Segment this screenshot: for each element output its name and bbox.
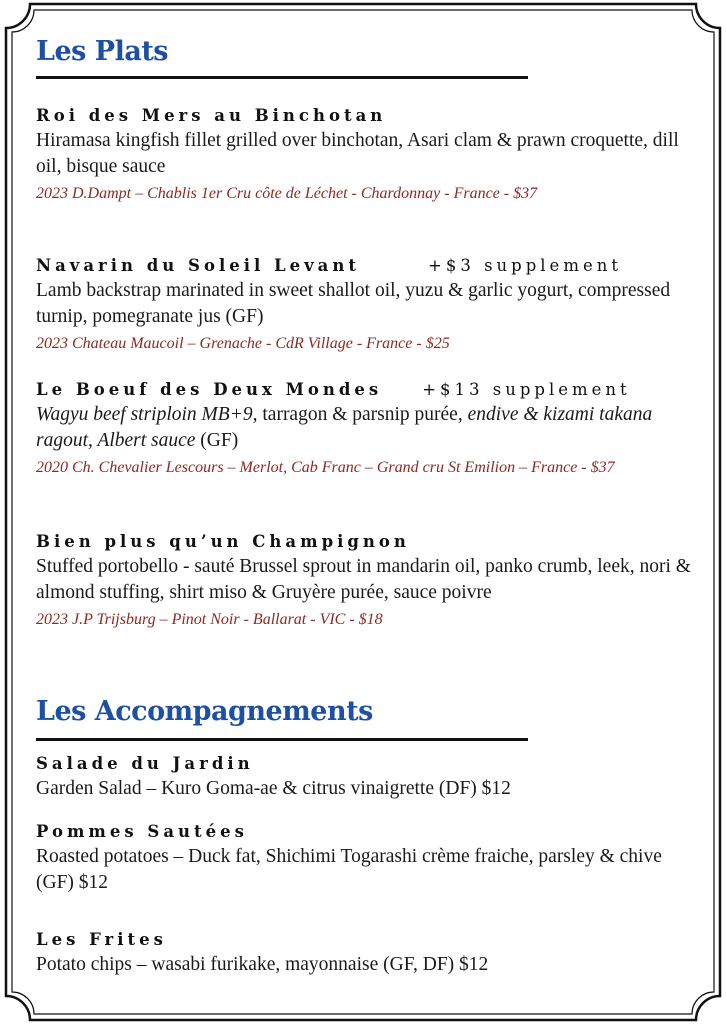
dish-name: Le Boeuf des Deux Mondes <box>36 380 383 399</box>
side-name: Les Frites <box>36 930 167 949</box>
wine-pairing: 2023 J.P Trijsburg – Pinot Noir - Ballarat - VIC - $18 <box>36 611 383 628</box>
dish-description: Lamb backstrap marinated in sweet shallot oil, yuzu & garlic yogurt, compressed turnip, pomegranate jus (GF) <box>36 280 671 327</box>
dish-item <box>36 254 698 356</box>
dish-description: Hiramasa kingfish fillet grilled over binchotan, Asari clam & prawn croquette, dill oil, bisque sauce <box>36 130 679 177</box>
dish-name-row <box>36 378 698 402</box>
dish-description: Stuffed portobello - sauté Brussel sprout in mandarin oil, panko crumb, leek, nori & almond stuffing, shirt miso & Gruyère purée, sauce poivre <box>36 556 691 603</box>
dish-name-row <box>36 254 698 278</box>
dish-name: Navarin du Soleil Levant <box>36 256 360 275</box>
side-description: Potato chips – wasabi furikake, mayonnaise (GF, DF) $12 <box>36 954 489 975</box>
side-name: Salade du Jardin <box>36 754 254 773</box>
supplement-price: +$13 supplement <box>422 380 631 399</box>
section-divider <box>36 76 528 79</box>
description-plain: tarragon & parsnip purée, <box>257 404 463 425</box>
section-title-plats: Les Plats <box>36 36 168 67</box>
side-item <box>36 928 698 978</box>
dish-item <box>36 104 698 206</box>
section-title-accompagnements: Les Accompagnements <box>36 696 373 727</box>
side-item <box>36 752 698 802</box>
dish-item <box>36 530 698 632</box>
side-name: Pommes Sautées <box>36 822 248 841</box>
wine-pairing: 2023 Chateau Maucoil – Grenache - CdR Village - France - $25 <box>36 335 450 352</box>
dish-item <box>36 378 698 480</box>
side-description: Garden Salad – Kuro Goma-ae & citrus vinaigrette (DF) $12 <box>36 778 511 799</box>
description-italic: endive & kizami takana ragout, Albert sauce <box>36 404 653 451</box>
dish-name: Roi des Mers au Binchotan <box>36 106 387 125</box>
description-plain: (GF) <box>195 430 239 451</box>
wine-pairing: 2020 Ch. Chevalier Lescours – Merlot, Cab Franc – Grand cru St Emilion – France - $37 <box>36 459 615 476</box>
section-divider <box>36 738 528 741</box>
side-item <box>36 820 698 896</box>
description-italic: Wagyu beef striploin MB+9, <box>36 404 258 425</box>
dish-name: Bien plus qu’un Champignon <box>36 532 410 551</box>
dish-description <box>36 402 698 454</box>
supplement-price: +$3 supplement <box>428 256 622 275</box>
side-description: Roasted potatoes – Duck fat, Shichimi Togarashi crème fraiche, parsley & chive (GF) $12 <box>36 846 662 893</box>
wine-pairing: 2023 D.Dampt – Chablis 1er Cru côte de Léchet - Chardonnay - France - $37 <box>36 185 538 202</box>
